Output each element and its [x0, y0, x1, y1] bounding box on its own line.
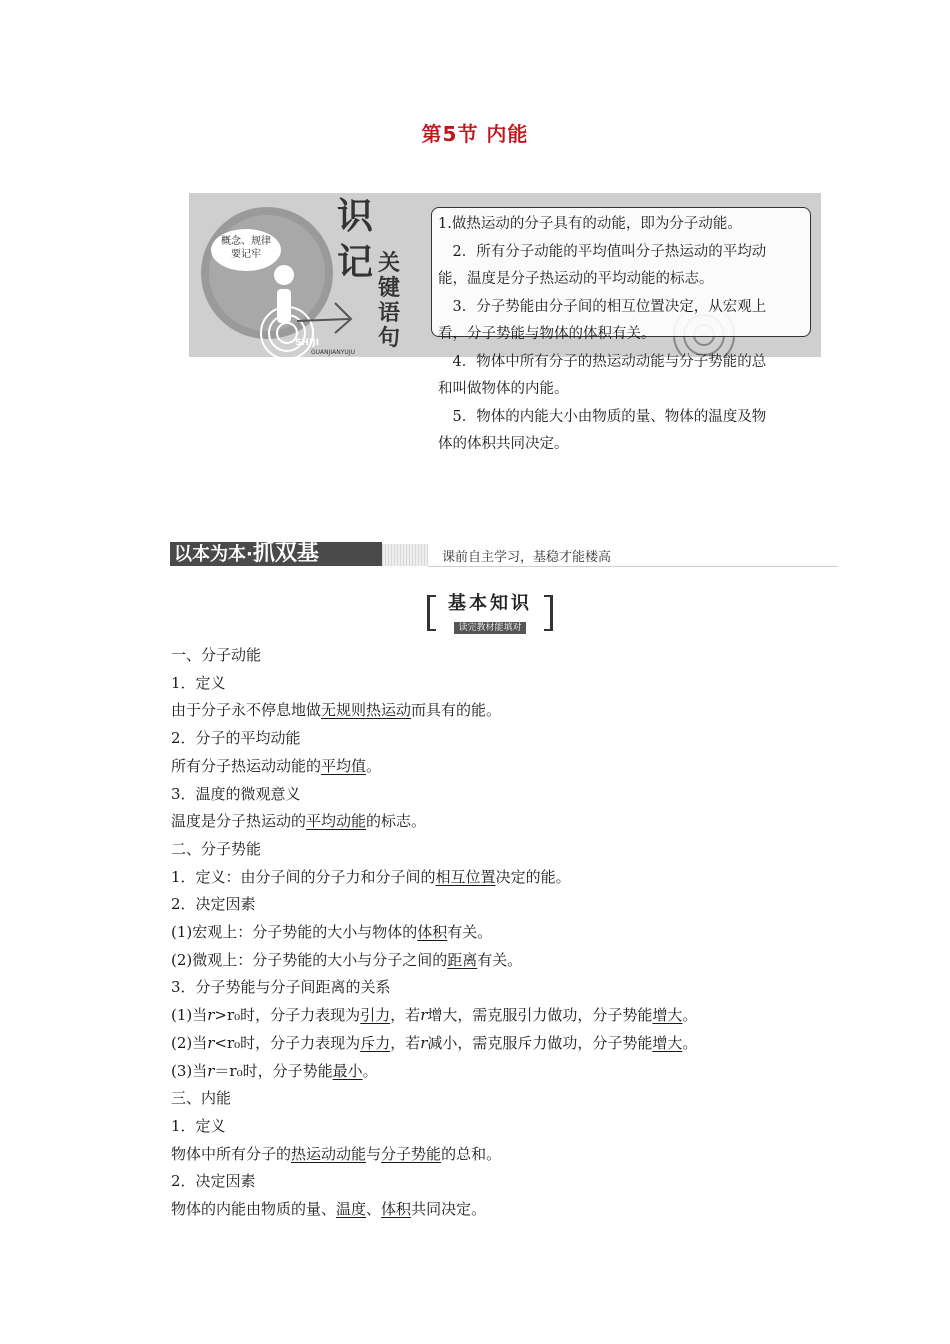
answer-blank: 相互位置 — [435, 867, 496, 886]
heading: 一、分子动能 — [171, 646, 262, 664]
vertical-word: 语 — [377, 301, 400, 326]
vertical-words — [376, 251, 402, 351]
section-bar-title — [170, 542, 382, 566]
knowledge-heading-main: 基本知识 — [448, 593, 532, 614]
vertical-word: 句 — [377, 326, 400, 351]
subheading: 2．分子的平均动能 — [171, 729, 301, 748]
paragraph: (1)宏观上：分子势能的大小与物体的体积有关。 — [171, 923, 493, 942]
paragraph: 1．定义：由分子间的分子力和分子间的相互位置决定的能。 — [171, 867, 571, 886]
answer-blank: 增大 — [652, 1033, 683, 1052]
section-bar-text: 以本为本· — [174, 544, 253, 565]
bracket-left — [427, 595, 436, 631]
key-point-line: 能，温度是分子热运动的平均动能的标志。 — [438, 271, 714, 287]
knowledge-heading — [427, 593, 553, 631]
char-ji: 记 — [337, 242, 374, 283]
answer-blank: 引力 — [360, 1006, 391, 1025]
bubble-line-2: 要记牢 — [231, 249, 261, 260]
bracket-right — [544, 595, 553, 631]
paragraph: 由于分子永不停息地做无规则热运动而具有的能。 — [171, 701, 502, 720]
heading: 二、分子势能 — [171, 839, 262, 858]
paragraph: (1)当r>r₀时，分子力表现为引力，若r增大，需克服引力做功，分子势能增大。 — [171, 1006, 698, 1025]
subheading: 2．决定因素 — [171, 895, 256, 914]
answer-blank: 热运动动能 — [291, 1144, 367, 1163]
subheading: 1．定义 — [171, 1116, 226, 1135]
answer-blank: 分子势能 — [381, 1144, 442, 1163]
paragraph: 所有分子热运动动能的平均值。 — [171, 756, 382, 775]
paragraph: 温度是分子热运动的平均动能的标志。 — [171, 812, 427, 831]
paragraph: 物体的内能由物质的量、温度、体积共同决定。 — [171, 1200, 487, 1219]
answer-blank: 体积 — [381, 1200, 412, 1219]
section-bar — [170, 542, 838, 568]
paragraph: 物体中所有分子的热运动动能与分子势能的总和。 — [171, 1144, 502, 1163]
key-point-line: 2．所有分子动能的平均值叫分子热运动的平均动 — [452, 243, 767, 260]
answer-blank: 距离 — [447, 950, 478, 969]
vertical-word: 关 — [377, 251, 400, 276]
heading: 三、内能 — [171, 1089, 232, 1108]
body-content — [171, 642, 811, 1224]
key-point-line: 5．物体的内能大小由物质的量、物体的温度及物 — [452, 408, 767, 425]
key-point-line: 3．分子势能由分子间的相互位置决定，从宏观上 — [452, 298, 767, 315]
answer-blank: 平均值 — [321, 756, 367, 775]
answer-blank: 最小 — [332, 1061, 363, 1080]
key-point-line: 4．物体中所有分子的热运动动能与分子势能的总 — [452, 353, 767, 370]
knowledge-heading-sub: 读完教材能填对 — [454, 622, 525, 634]
answer-blank: 增大 — [652, 1006, 683, 1025]
answer-blank: 体积 — [417, 923, 448, 942]
section-bar-caption: 课前自主学习，基稳才能楼高 — [442, 550, 612, 565]
bubble-line-1: 概念、规律 — [221, 236, 271, 247]
subheading: 1．定义 — [171, 673, 226, 692]
section-bar-bold: 抓双基 — [252, 541, 319, 566]
subheading: 3．分子势能与分子间距离的关系 — [171, 978, 391, 997]
key-point-line: 和叫做物体的内能。 — [438, 381, 569, 397]
paragraph: (2)微观上：分子势能的大小与分子之间的距离有关。 — [171, 950, 523, 969]
subheading: 3．温度的微观意义 — [171, 784, 301, 803]
key-point-line: 体的体积共同决定。 — [438, 436, 569, 452]
answer-blank: 斥力 — [360, 1033, 391, 1052]
page-title: 第5节 内能 — [421, 122, 529, 146]
key-point-line: 1.做热运动的分子具有的动能，即为分子动能。 — [438, 216, 742, 232]
vertical-word: 键 — [377, 276, 400, 301]
paragraph: (2)当r<r₀时，分子力表现为斥力，若r减小，需克服斥力做功，分子势能增大。 — [171, 1033, 698, 1052]
answer-blank: 平均动能 — [306, 812, 367, 831]
char-shi: 识 — [337, 196, 374, 237]
paragraph: (3)当r＝r₀时，分子势能最小。 — [171, 1061, 378, 1080]
subheading: 2．决定因素 — [171, 1172, 256, 1191]
answer-blank: 温度 — [336, 1200, 367, 1219]
answer-blank: 无规则热运动 — [321, 701, 412, 720]
shiji-sub-label: GUANJIANYUJU — [311, 349, 355, 356]
speech-bubble — [211, 229, 281, 271]
key-points — [438, 211, 820, 459]
key-point-line: 看，分子势能与物体的体积有关。 — [438, 326, 656, 342]
shiji-label: SHIJI — [295, 338, 320, 348]
